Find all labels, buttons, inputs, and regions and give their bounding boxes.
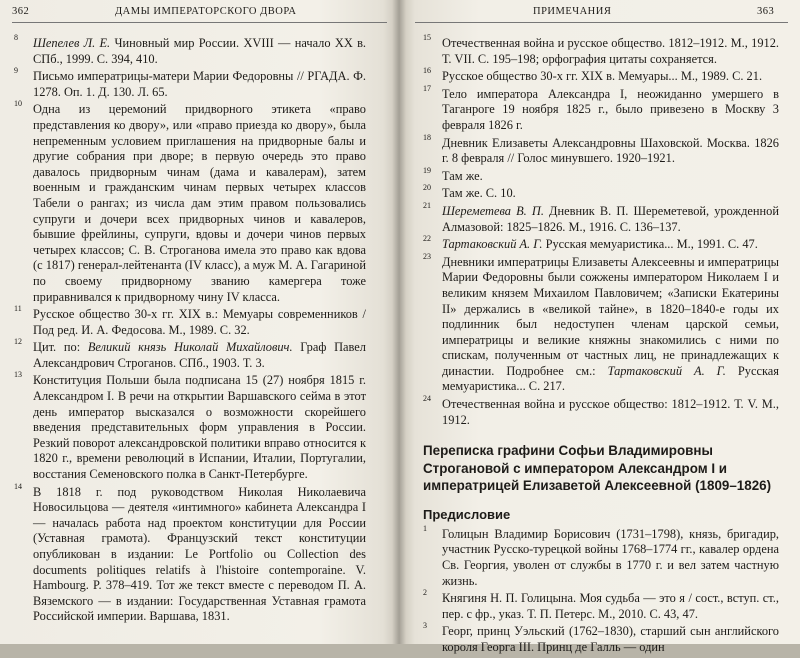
footnote <box>423 523 779 589</box>
footnote-number: 10 <box>14 99 22 109</box>
footnote <box>14 99 366 305</box>
footnote-text: Дневник В. П. Шереметевой, урожденной Алмазовой: 1825–1826. М., 1916. С. 136–137. <box>442 203 779 234</box>
footnote-number: 2 <box>423 588 427 598</box>
footnote-number: 18 <box>423 132 431 142</box>
right-column <box>423 33 780 658</box>
footnote-number: 19 <box>423 165 431 175</box>
right-notes <box>423 33 780 428</box>
footnote <box>423 132 779 167</box>
footnote-text: Русское общество 30-х гг. XIX в.: Мемуары современников / Под ред. И. А. Федосова. М., 1989. С. 32. <box>33 307 366 337</box>
footnote-text: Русское общество 30-х гг. XIX в. Мемуары... М., 1989. С. 21. <box>442 69 763 84</box>
footnote-text: Тело императора Александра I, неожиданно умершего в Таганроге 19 ноября 1825 г., было привезено в Москву 3 февраля 1826 г. <box>442 86 779 132</box>
header-rule <box>12 22 387 23</box>
footnote-number: 24 <box>423 394 431 404</box>
footnote-number: 1 <box>423 523 427 533</box>
footnote <box>14 33 367 67</box>
footnote-text: Русская мемуаристика... М., 1991. С. 47. <box>542 237 758 252</box>
footnote-text: Одна из церемоний придворного этикета «право представления ко двору», или «право приезда ко двору», была непременным условием приглашения на придворные балы и другие собрания при дворе; в первую очередь это право давалось придворным чинам (дама и кавалерам), затем военным и гражданским чинам первых четырех классов Табели о рангах; из числа дам этим правом пользовались супруги и дочери всех придворных чинов и кавалеров, бывшие фрейлины, супруги, вдовы и дочери чинов первых четырех классов; С. В. Строганова имела это право как вдова (с 1817) генерал-лейтенанта (IV класс), а муж М. А. Гагариной по своему придворному званию камергера тоже приравнивался к придворному чину IV класса. <box>33 102 366 304</box>
footnote <box>423 394 779 428</box>
footnote-number: 22 <box>423 234 431 244</box>
footnote-author: Тартаковский А. Г. <box>442 237 543 252</box>
running-head-title: ДАМЫ ИМПЕРАТОРСКОГО ДВОРА <box>115 6 297 17</box>
footnote-text: Чиновный мир России. XVIII — начало XX в. СПб., 1999. С. 394, 410. <box>33 36 367 66</box>
footnote-number: 21 <box>423 200 431 210</box>
footnote <box>14 370 366 482</box>
footnote-author: Шепелев Л. Е. <box>33 36 111 50</box>
footnote <box>423 83 779 134</box>
footnote-text: Княгиня Н. П. Голицына. Моя судьба — это я / сост., вступ. ст., пер. с фр., указ. Т. П. Петерс. М., 2010. С. 43, 47. <box>442 591 779 621</box>
footnote-text: В 1818 г. под руководством Николая Николаевича Новосильцова — деятеля «интимного» кабинета Александра I — началась работа над проектом конституции для России (Уставная грамота). Французский текст конституции опубликован в издании: Le Portfolio ou Collection des documents politiques relatifs à l'histoire contemporaine. V. Hambourg. P. 378–419. Тот же текст вместе с переводом П. А. Вяземского — в издании: Государственная Уставная грамота Российской империи. Варшава, 1831. <box>33 484 366 624</box>
footnote-text: Голицын Владимир Борисович (1731–1798), князь, бригадир, участник Русско-турецкой войны 1768–1774 гг., кавалер ордена Св. Георгия, уволен от службы в 1770 г. и вел затем частную жизнь. <box>442 526 779 588</box>
footnote-text: Русская мемуаристика... С. 217. <box>442 363 780 394</box>
footnote <box>423 183 779 202</box>
footnote-text: Письмо императрицы-матери Марии Федоровны // РГАДА. Ф. 1278. Оп. 1. Д. 130. Л. 65. <box>33 69 366 99</box>
footnote <box>423 621 779 655</box>
footnote <box>423 33 779 67</box>
footnote <box>14 481 366 625</box>
page-number: 362 <box>12 6 30 17</box>
footnote <box>14 337 366 371</box>
footnote <box>423 234 779 253</box>
footnote <box>423 588 779 622</box>
footnote-author: Тартаковский А. Г. <box>607 363 726 378</box>
footnote-number: 15 <box>423 33 431 42</box>
footnote-author: Шереметева В. П. <box>442 203 544 218</box>
footnote <box>14 66 366 100</box>
footnote-number: 9 <box>14 66 18 76</box>
footnote-number: 12 <box>14 337 22 347</box>
section-title: Переписка графини Софьи Владимировны Строгановой с императором Александром I и императрицей Елизаветой Алексеевной (1809–1826) <box>423 443 772 494</box>
footnote <box>14 304 366 338</box>
footnote-number: 14 <box>14 481 22 491</box>
footnote-number: 11 <box>14 304 22 314</box>
footnote-text: Дневник Елизаветы Александровны Шаховской. Москва. 1826 г. 8 февраля // Голос минувшего. 1920–1921. <box>442 135 779 166</box>
footnote-text: Там же. С. 10. <box>442 186 516 201</box>
footnote-number: 8 <box>14 33 18 42</box>
header-rule <box>415 22 788 23</box>
footnote-number: 20 <box>423 183 431 193</box>
left-notes <box>14 33 367 627</box>
footnote-author: Великий князь Николай Михайлович. <box>87 340 293 355</box>
footnote-text: Конституция Польши была подписана 15 (27) ноября 1815 г. Александром I. В речи на открытии Варшавского сейма в этот день император высказался о возможности скорейшего введения представительных форм управления в России. Резкий поворот александровской политики вправо относится к 1820 г., времени революций в Испании, Италии, Португалии, восстания Семеновского полка в Санкт-Петербурге. <box>33 373 366 482</box>
footnote-number: 13 <box>14 370 22 380</box>
footnote <box>423 200 779 235</box>
footnote <box>423 165 779 185</box>
footnote-number: 3 <box>423 621 427 631</box>
footnote <box>423 251 780 395</box>
preface-notes <box>423 523 779 656</box>
footnote-text: Георг, принц Уэльский (1762–1830), старший сын английского короля Георга III. Принц де Галль — один <box>442 624 779 654</box>
left-page <box>0 0 399 644</box>
footnote-number: 17 <box>423 83 431 93</box>
footnote-text: Дневники императрицы Елизаветы Алексеевны и императрицы Марии Федоровны были сожжены императором Николаем I и великим князем Михаилом Павловичем; «Записки Екатерины II» держались в «великой тайне», в 1820–1840-е годы их подлинник был недоступен членам царской семьи, императрицы и великие княжны знакомились с ними по спискам, полученным от частных лиц, не принадлежащих к династии. Подробнее см.: <box>442 254 779 378</box>
running-head-title: ПРИМЕЧАНИЯ <box>533 6 612 17</box>
page-number: 363 <box>757 6 775 17</box>
footnote-text: Там же. <box>442 168 483 183</box>
footnote <box>423 66 779 85</box>
right-page <box>399 0 800 654</box>
subsection-title: Предисловие <box>423 506 511 522</box>
footnote-text: Цит. по: <box>33 340 88 355</box>
footnote-number: 23 <box>423 251 431 261</box>
footnote-text: Отечественная война и русское общество. 1812–1912. М., 1912. Т. VII. С. 195–198; орфография цитаты сохраняется. <box>442 36 779 66</box>
footnote-text: Граф Павел Александрович Строганов. СПб., 1903. Т. 3. <box>33 340 366 370</box>
footnote-number: 16 <box>423 66 431 76</box>
footnote-text: Отечественная война и русское общество: 1812–1912. Т. V. М., 1912. <box>442 397 779 427</box>
